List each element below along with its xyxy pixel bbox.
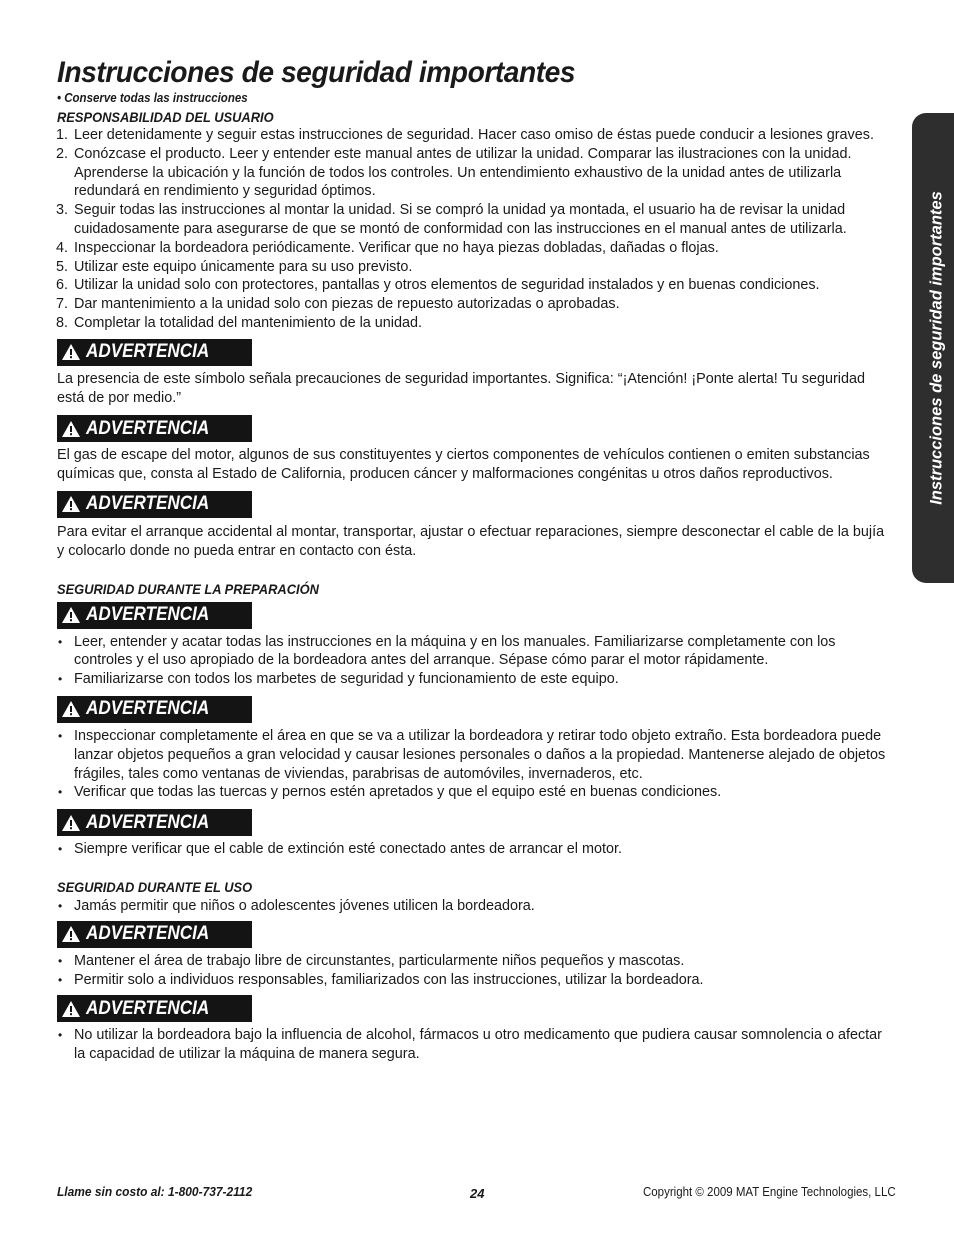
list-item: • No utilizar la bordeadora bajo la influencia de alcohol, fármacos u otro medicamento que pudiera causar somnolencia o afectar la capacidad de utilizar la máquina de manera segura. bbox=[58, 1027, 882, 1063]
warning-triangle-icon bbox=[61, 700, 81, 718]
warning-triangle-icon bbox=[61, 420, 81, 438]
list-item: • Familiarizarse con todos los marbetes de seguridad y funcionamiento de este equipo. bbox=[58, 671, 619, 688]
use-safety-heading: SEGURIDAD DURANTE EL USO bbox=[57, 878, 253, 895]
list-item: 4. Inspeccionar la bordeadora periódicamente. Verificar que no haya piezas dobladas, dañadas o flojas. bbox=[56, 239, 719, 256]
warning-banner bbox=[57, 415, 252, 442]
page-title: Instrucciones de seguridad importantes bbox=[57, 56, 576, 89]
list-item: 2. Conózcase el producto. Leer y entender este manual antes de utilizar la unidad. Comparar las ilustraciones con la unidad. Aprenderse la ubicación y la función de todos los controles. Un entendimiento exhaustivo de la unidad antes de utilizarla redundará en rendimiento y seguridad óptimos. bbox=[56, 145, 852, 200]
use-intro-list bbox=[57, 897, 895, 916]
warning-banner bbox=[57, 339, 252, 366]
warning-banner bbox=[57, 696, 252, 723]
page-subtitle: • Conserve todas las instrucciones bbox=[57, 91, 248, 105]
user-responsibility-heading: RESPONSABILIDAD DEL USUARIO bbox=[57, 109, 274, 125]
warning-triangle-icon bbox=[61, 1000, 81, 1018]
warning-text: Para evitar el arranque accidental al montar, transportar, ajustar o efectuar reparaciones, siempre desconectar el cable de la bujía y colocarlo donde no pueda entrar en contacto con ésta. bbox=[57, 523, 885, 559]
warning-label: ADVERTENCIA bbox=[86, 923, 210, 945]
warning-triangle-icon bbox=[61, 814, 81, 832]
list-item: • Permitir solo a individuos responsables, familiarizados con las instrucciones, utilizar la bordeadora. bbox=[58, 971, 704, 988]
warning-triangle-icon bbox=[61, 495, 81, 513]
warning-triangle-icon bbox=[61, 925, 81, 943]
page-content bbox=[57, 56, 895, 1064]
use-warning-list bbox=[57, 1026, 895, 1064]
list-item: • Jamás permitir que niños o adolescentes jóvenes utilicen la bordeadora. bbox=[58, 897, 535, 914]
list-item: 7. Dar mantenimiento a la unidad solo con piezas de repuesto autorizadas o aprobadas. bbox=[56, 296, 620, 313]
list-item: 1. Leer detenidamente y seguir estas instrucciones de seguridad. Hacer caso omiso de éstas puede conducir a lesiones graves. bbox=[56, 127, 874, 143]
preparation-safety-heading: SEGURIDAD DURANTE LA PREPARACIÓN bbox=[57, 580, 319, 597]
warning-label: ADVERTENCIA bbox=[86, 604, 210, 626]
preparation-warning-list bbox=[57, 727, 895, 802]
preparation-warning-list bbox=[57, 633, 895, 689]
page-number: 24 bbox=[470, 1186, 485, 1201]
list-item: 6. Utilizar la unidad solo con protectores, pantallas y otros elementos de seguridad instalados y en buenas condiciones. bbox=[56, 277, 820, 294]
warning-label: ADVERTENCIA bbox=[86, 997, 210, 1019]
warning-banner bbox=[57, 995, 252, 1022]
list-item: • Siempre verificar que el cable de extinción esté conectado antes de arrancar el motor. bbox=[58, 841, 622, 858]
side-tab-label: Instrucciones de seguridad importantes bbox=[927, 191, 946, 505]
list-item: • Inspeccionar completamente el área en que se va a utilizar la bordeadora y retirar todo objeto extraño. Esta bordeadora puede lanzar objetos pequeños a gran velocidad y causar lesiones personales o daños a la propiedad. Mantenerse alejado de objetos frágiles, tales como ventanas de viviendas, parabrisas de automóviles, invernaderos, etc. bbox=[58, 727, 886, 782]
warning-label: ADVERTENCIA bbox=[86, 493, 210, 515]
use-warning-list bbox=[57, 952, 895, 990]
list-item: 8. Completar la totalidad del mantenimiento de la unidad. bbox=[56, 314, 422, 331]
warning-banner bbox=[57, 809, 252, 836]
footer-phone: Llame sin costo al: 1-800-737-2112 bbox=[57, 1184, 253, 1199]
warning-label: ADVERTENCIA bbox=[86, 811, 210, 833]
warning-banner bbox=[57, 602, 252, 629]
list-item: • Mantener el área de trabajo libre de circunstantes, particularmente niños pequeños y mascotas. bbox=[58, 952, 685, 969]
warning-label: ADVERTENCIA bbox=[86, 417, 210, 439]
list-item: 5. Utilizar este equipo únicamente para su uso previsto. bbox=[56, 258, 413, 275]
preparation-warning-list bbox=[57, 840, 895, 859]
warning-label: ADVERTENCIA bbox=[86, 698, 210, 720]
warning-label: ADVERTENCIA bbox=[86, 341, 210, 363]
list-item: 3. Seguir todas las instrucciones al montar la unidad. Si se compró la unidad ya montada, el usuario ha de revisar la unidad cuidadosamente para asegurarse de que se montó de conformidad con las instrucciones en el manual antes de utilizarla. bbox=[56, 202, 847, 237]
warning-triangle-icon bbox=[61, 343, 81, 361]
list-item: • Verificar que todas las tuercas y pernos estén apretados y que el equipo esté en buenas condiciones. bbox=[58, 784, 722, 801]
warning-text: La presencia de este símbolo señala precauciones de seguridad importantes. Significa: “¡Atención! ¡Ponte alerta! Tu seguridad está de por medio.” bbox=[57, 370, 865, 406]
warning-text: El gas de escape del motor, algunos de sus constituyentes y ciertos componentes de vehículos contienen o emiten substancias químicas que, consta al Estado de California, producen cáncer y malformaciones congénitas u otros daños reproductivos. bbox=[57, 447, 870, 483]
warning-banner bbox=[57, 491, 252, 518]
warning-banner bbox=[57, 921, 252, 948]
list-item: • Leer, entender y acatar todas las instrucciones en la máquina y en los manuales. Familiarizarse completamente con los controles y el uso apropiado de la bordeadora antes del arranque. Sépase cómo parar el motor rápidamente. bbox=[58, 633, 836, 669]
user-responsibility-list bbox=[57, 126, 895, 333]
footer-copyright: Copyright © 2009 MAT Engine Technologies, LLC bbox=[643, 1185, 896, 1199]
warning-triangle-icon bbox=[61, 606, 81, 624]
